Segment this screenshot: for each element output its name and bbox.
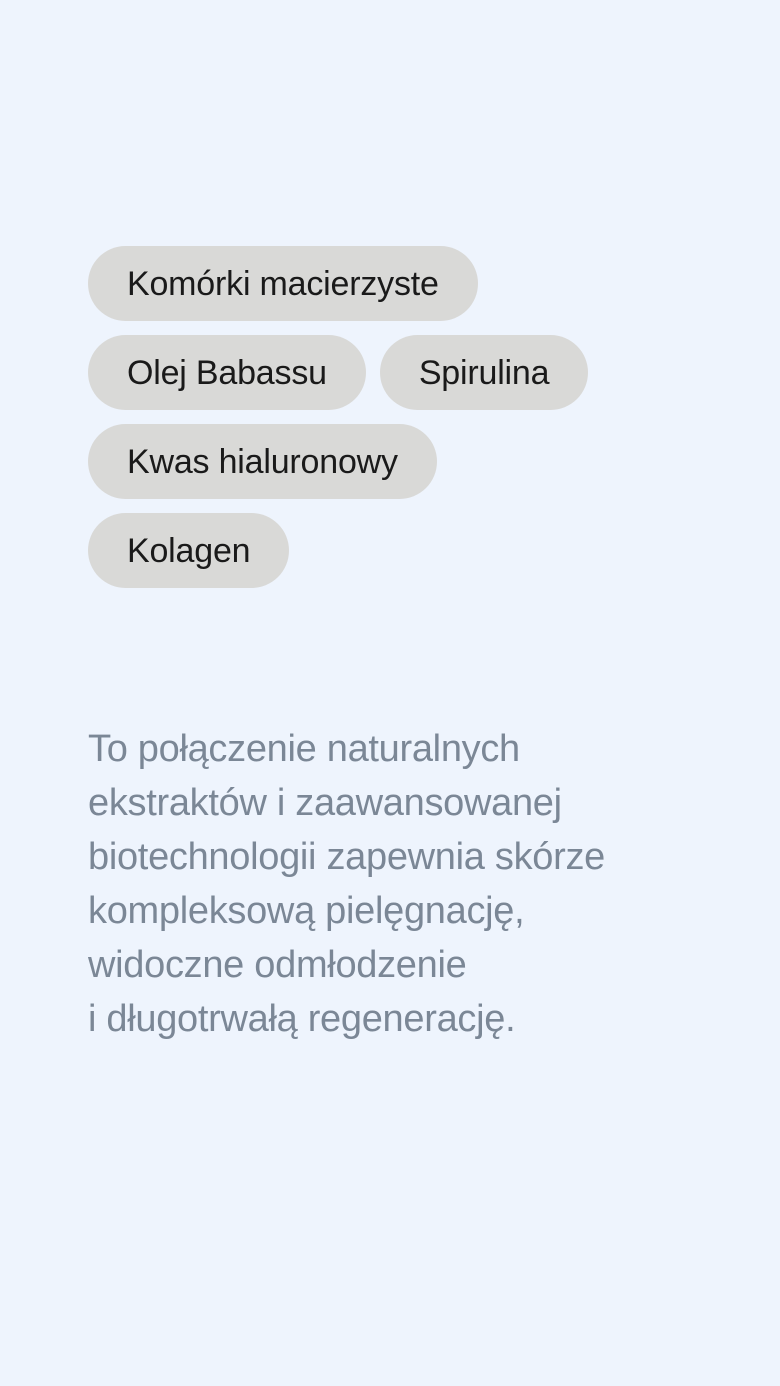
description-text xyxy=(88,722,758,1046)
ingredient-tag-row xyxy=(88,513,748,588)
ingredient-tag[interactable]: Kolagen xyxy=(88,513,289,588)
ingredient-tag[interactable]: Komórki macierzyste xyxy=(88,246,478,321)
description-line: ekstraktów i zaawansowanej xyxy=(88,782,562,824)
description-line: i długotrwałą regenerację. xyxy=(88,998,516,1040)
description-line: kompleksową pielęgnację, xyxy=(88,890,525,932)
ingredient-tag[interactable]: Olej Babassu xyxy=(88,335,366,410)
ingredient-tag[interactable]: Kwas hialuronowy xyxy=(88,424,437,499)
description-line: To połączenie naturalnych xyxy=(88,728,520,770)
ingredient-tag-row xyxy=(88,335,748,410)
description-line: widoczne odmłodzenie xyxy=(88,944,467,986)
description-line: biotechnologii zapewnia skórze xyxy=(88,836,605,878)
ingredient-tag-row xyxy=(88,246,748,321)
ingredient-tag-list xyxy=(88,246,748,602)
ingredient-tag[interactable]: Spirulina xyxy=(380,335,589,410)
ingredient-tag-row xyxy=(88,424,748,499)
